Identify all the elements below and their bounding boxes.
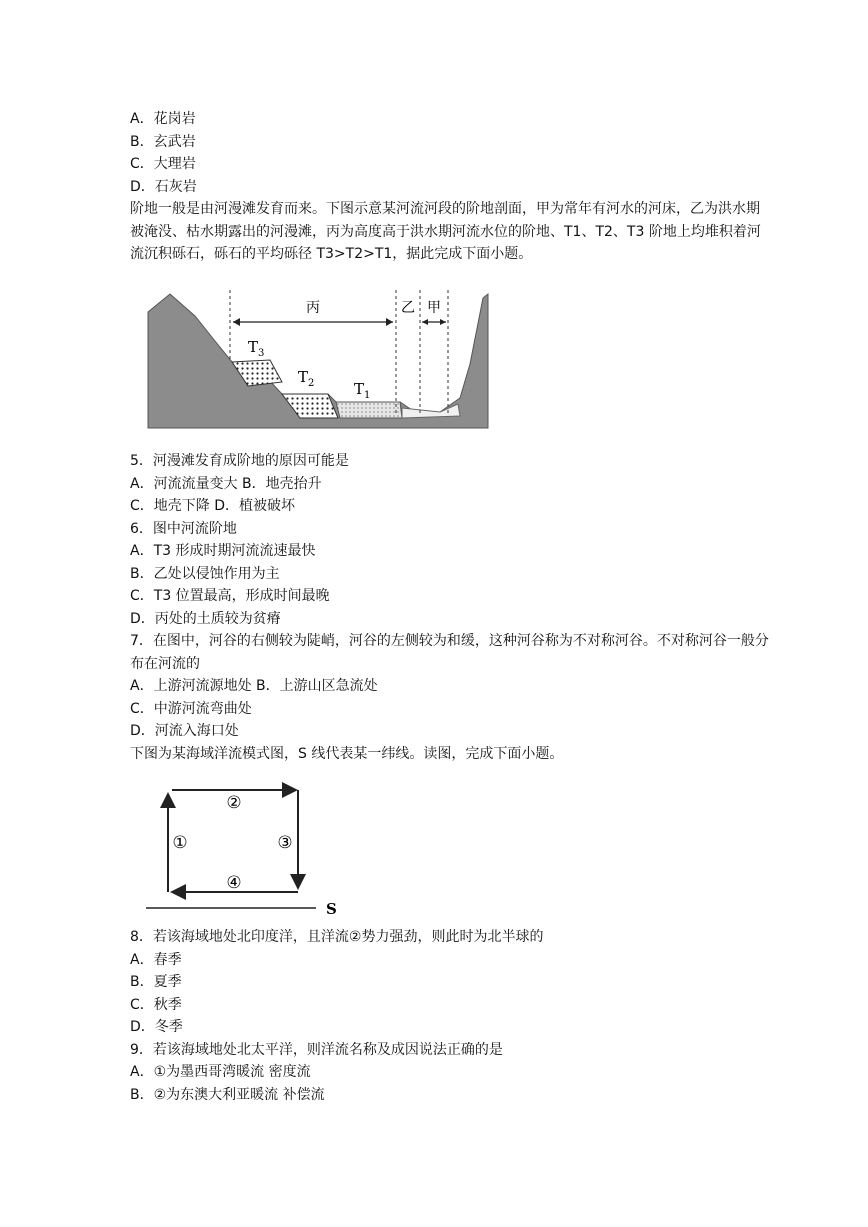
terrace-profile-figure <box>140 286 495 436</box>
questions-5-7 <box>130 450 770 765</box>
current-2-label: ② <box>226 793 242 813</box>
option-text: C．地壳下降 D．植被破坏 <box>130 498 296 514</box>
option-text: D．冬季 <box>130 1019 183 1035</box>
option-text: C．中游河流弯曲处 <box>130 700 252 717</box>
current-1-label: ① <box>172 833 188 853</box>
option-text: A．花岗岩 <box>130 111 196 127</box>
option-text: C．大理岩 <box>130 156 196 172</box>
questions-8-9 <box>130 926 770 1106</box>
current-3-label: ③ <box>277 833 293 853</box>
option-text: D．石灰岩 <box>130 178 197 195</box>
label-t1: $T_1$ <box>354 380 371 401</box>
option-text: A．春季 <box>130 951 182 968</box>
option-text: A．T3 形成时期河流流速最快 <box>130 543 316 559</box>
question-stem: 8．若该海域地处北印度洋，且洋流②势力强劲，则此时为北半球的 <box>130 929 544 945</box>
option-text: A．上游河流源地处 B．上游山区急流处 <box>130 678 378 694</box>
option-text: B．乙处以侵蚀作用为主 <box>130 565 280 582</box>
option-text: D．丙处的土质较为贫瘠 <box>130 610 281 627</box>
question-stem: 9．若该海域地处北太平洋，则洋流名称及成因说法正确的是 <box>130 1041 503 1058</box>
label-t3: $T_3$ <box>248 338 265 359</box>
current-4-label: ④ <box>226 873 242 893</box>
option-text: B．夏季 <box>130 974 182 990</box>
question-stem: 6．图中河流阶地 <box>130 520 237 537</box>
option-text: C．秋季 <box>130 996 182 1013</box>
intro-ocean-currents: 下图为某海域洋流模式图，S 线代表某一纬线。读图，完成下面小题。 <box>130 745 564 762</box>
latitude-s-label: S <box>326 900 337 918</box>
question-stem: 5．河漫滩发育成阶地的原因可能是 <box>130 453 349 469</box>
label-yi: 乙 <box>401 300 415 316</box>
intro-paragraph-terraces: 阶地一般是由河漫滩发育而来。下图示意某河流河段的阶地剖面，甲为常年有河水的河床，乙为洪水期被淹没、枯水期露出的河漫滩，丙为高度高于洪水期河流水位的阶地、T1、T2、T3 阶地上均堆积着河流沉积砾石，砾石的平均砾径 T3>T2>T1，据此完成下面小题。 <box>130 201 761 262</box>
option-text: C．T3 位置最高，形成时间最晚 <box>130 588 330 604</box>
option-text: B．玄武岩 <box>130 133 196 150</box>
ocean-current-figure <box>140 782 355 920</box>
option-text: B．②为东澳大利亚暖流 补偿流 <box>130 1086 325 1103</box>
option-text: D．河流入海口处 <box>130 723 239 739</box>
option-text: A．①为墨西哥湾暖流 密度流 <box>130 1064 311 1080</box>
label-bing: 丙 <box>306 300 320 316</box>
label-t2: $T_2$ <box>298 368 315 389</box>
question-stem: 7．在图中，河谷的右侧较为陡峭，河谷的左侧较为和缓，这种河谷称为不对称河谷。不对称河谷一般分布在河流的 <box>130 633 769 672</box>
q4-options <box>130 108 770 198</box>
option-text: A．河流流量变大 B．地壳抬升 <box>130 475 322 492</box>
label-jia: 甲 <box>427 300 441 316</box>
